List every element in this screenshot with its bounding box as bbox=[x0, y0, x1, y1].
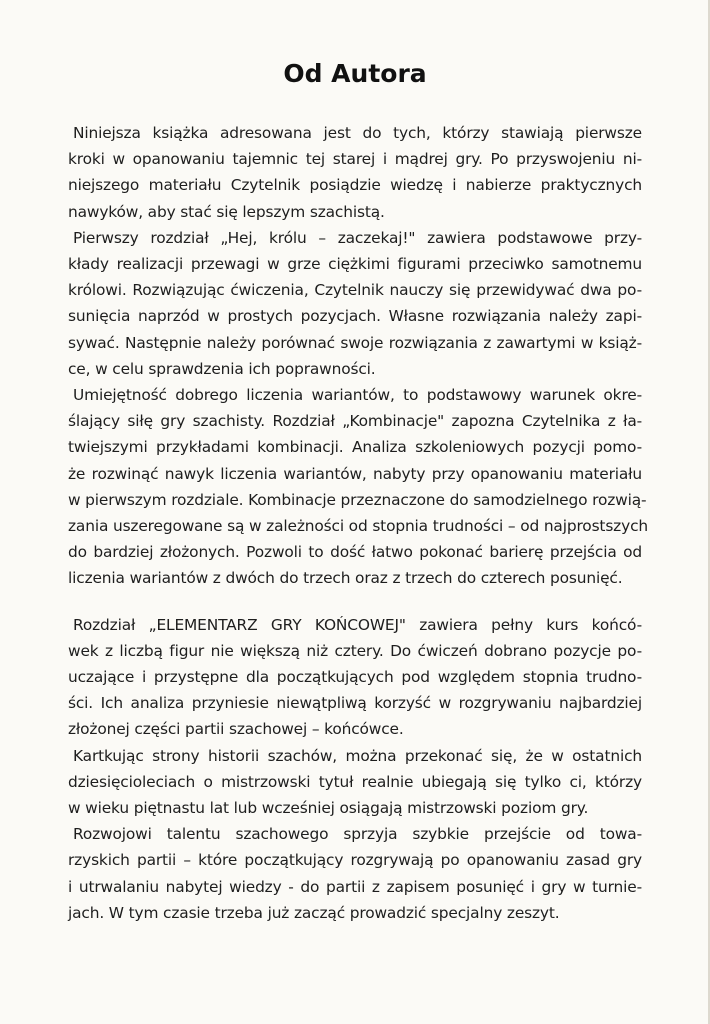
text-line: i utrwalaniu nabytej wiedzy - do partii z zapisem posunięć i gry w turnie- bbox=[68, 877, 642, 896]
text-line: wek z liczbą figur nie większą niż cztery. Do ćwiczeń dobrano pozycje po- bbox=[68, 641, 642, 660]
text-line: Rozdział „ELEMENTARZ GRY KOŃCOWEJ" zawiera pełny kurs końcó- bbox=[73, 615, 642, 634]
text-line: rzyskich partii – które początkujący rozgrywają po opanowaniu zasad gry bbox=[68, 851, 642, 870]
text-line: sywać. Następnie należy porównać swoje rozwiązania z zawartymi w książ- bbox=[68, 333, 642, 352]
text-line: kroki w opanowaniu tajemnic tej starej i mądrej gry. Po przyswojeniu ni- bbox=[68, 150, 642, 169]
text-line: Umiejętność dobrego liczenia wariantów, to podstawowy warunek okre- bbox=[73, 386, 642, 405]
text-line: zania uszeregowane są w zależności od stopnia trudności – od najprostszych bbox=[68, 517, 648, 536]
paragraph bbox=[68, 743, 642, 822]
text-line: w wieku piętnastu lat lub wcześniej osiągają mistrzowski poziom gry. bbox=[68, 799, 589, 818]
paragraph bbox=[68, 120, 642, 225]
text-line: do bardziej złożonych. Pozwoli to dość łatwo pokonać barierę przejścia od bbox=[68, 543, 642, 562]
text-line: złożonej części partii szachowej – końcówce. bbox=[68, 720, 404, 739]
text-line: królowi. Rozwiązując ćwiczenia, Czytelnik nauczy się przewidywać dwa po- bbox=[68, 281, 642, 300]
paragraph bbox=[68, 382, 648, 592]
text-line: twiejszymi przykładami kombinacji. Analiza szkoleniowych pozycji pomo- bbox=[68, 438, 642, 457]
text-line: w pierwszym rozdziale. Kombinacje przeznaczone do samodzielnego rozwią- bbox=[68, 490, 647, 509]
paragraph bbox=[68, 225, 642, 382]
text-line: niejszego materiału Czytelnik posiądzie wiedzę i nabierze praktycznych bbox=[68, 176, 642, 195]
text-line: kłady realizacji przewagi w grze ciężkimi figurami przeciwko samotnemu bbox=[68, 255, 642, 274]
text-line: sunięcia naprzód w prostych pozycjach. Własne rozwiązania należy zapi- bbox=[68, 307, 642, 326]
text-line: nawyków, aby stać się lepszym szachistą. bbox=[68, 202, 385, 221]
text-line: dziesięcioleciach o mistrzowski tytuł realnie ubiegają się tylko ci, którzy bbox=[68, 772, 642, 791]
text-line: ślający siłę gry szachisty. Rozdział „Kombinacje" zapozna Czytelnika z ła- bbox=[68, 412, 642, 431]
text-line: Kartkując strony historii szachów, można przekonać się, że w ostatnich bbox=[73, 746, 642, 765]
text-line: jach. W tym czasie trzeba już zacząć prowadzić specjalny zeszyt. bbox=[68, 903, 560, 922]
text-line: uczające i przystępne dla początkujących pod względem stopnia trudno- bbox=[68, 668, 642, 687]
text-line: ści. Ich analiza przyniesie niewątpliwą korzyść w rozgrywaniu najbardziej bbox=[68, 694, 642, 713]
text-line: liczenia wariantów z dwóch do trzech oraz z trzech do czterech posunięć. bbox=[68, 569, 623, 588]
text-line: ce, w celu sprawdzenia ich poprawności. bbox=[68, 359, 376, 378]
paragraph bbox=[68, 821, 642, 926]
text-line: Niniejsza książka adresowana jest do tych, którzy stawiają pierwsze bbox=[73, 124, 642, 142]
preface-body bbox=[68, 120, 648, 926]
text-line: Pierwszy rozdział „Hej, królu – zaczekaj!" zawiera podstawowe przy- bbox=[73, 228, 642, 247]
page-title: Od Autora bbox=[283, 59, 427, 88]
text-line: Rozwojowi talentu szachowego sprzyja szybkie przejście od towa- bbox=[73, 825, 642, 844]
text-line: że rozwinąć nawyk liczenia wariantów, nabyty przy opanowaniu materiału bbox=[68, 464, 642, 483]
paragraph bbox=[68, 612, 642, 743]
